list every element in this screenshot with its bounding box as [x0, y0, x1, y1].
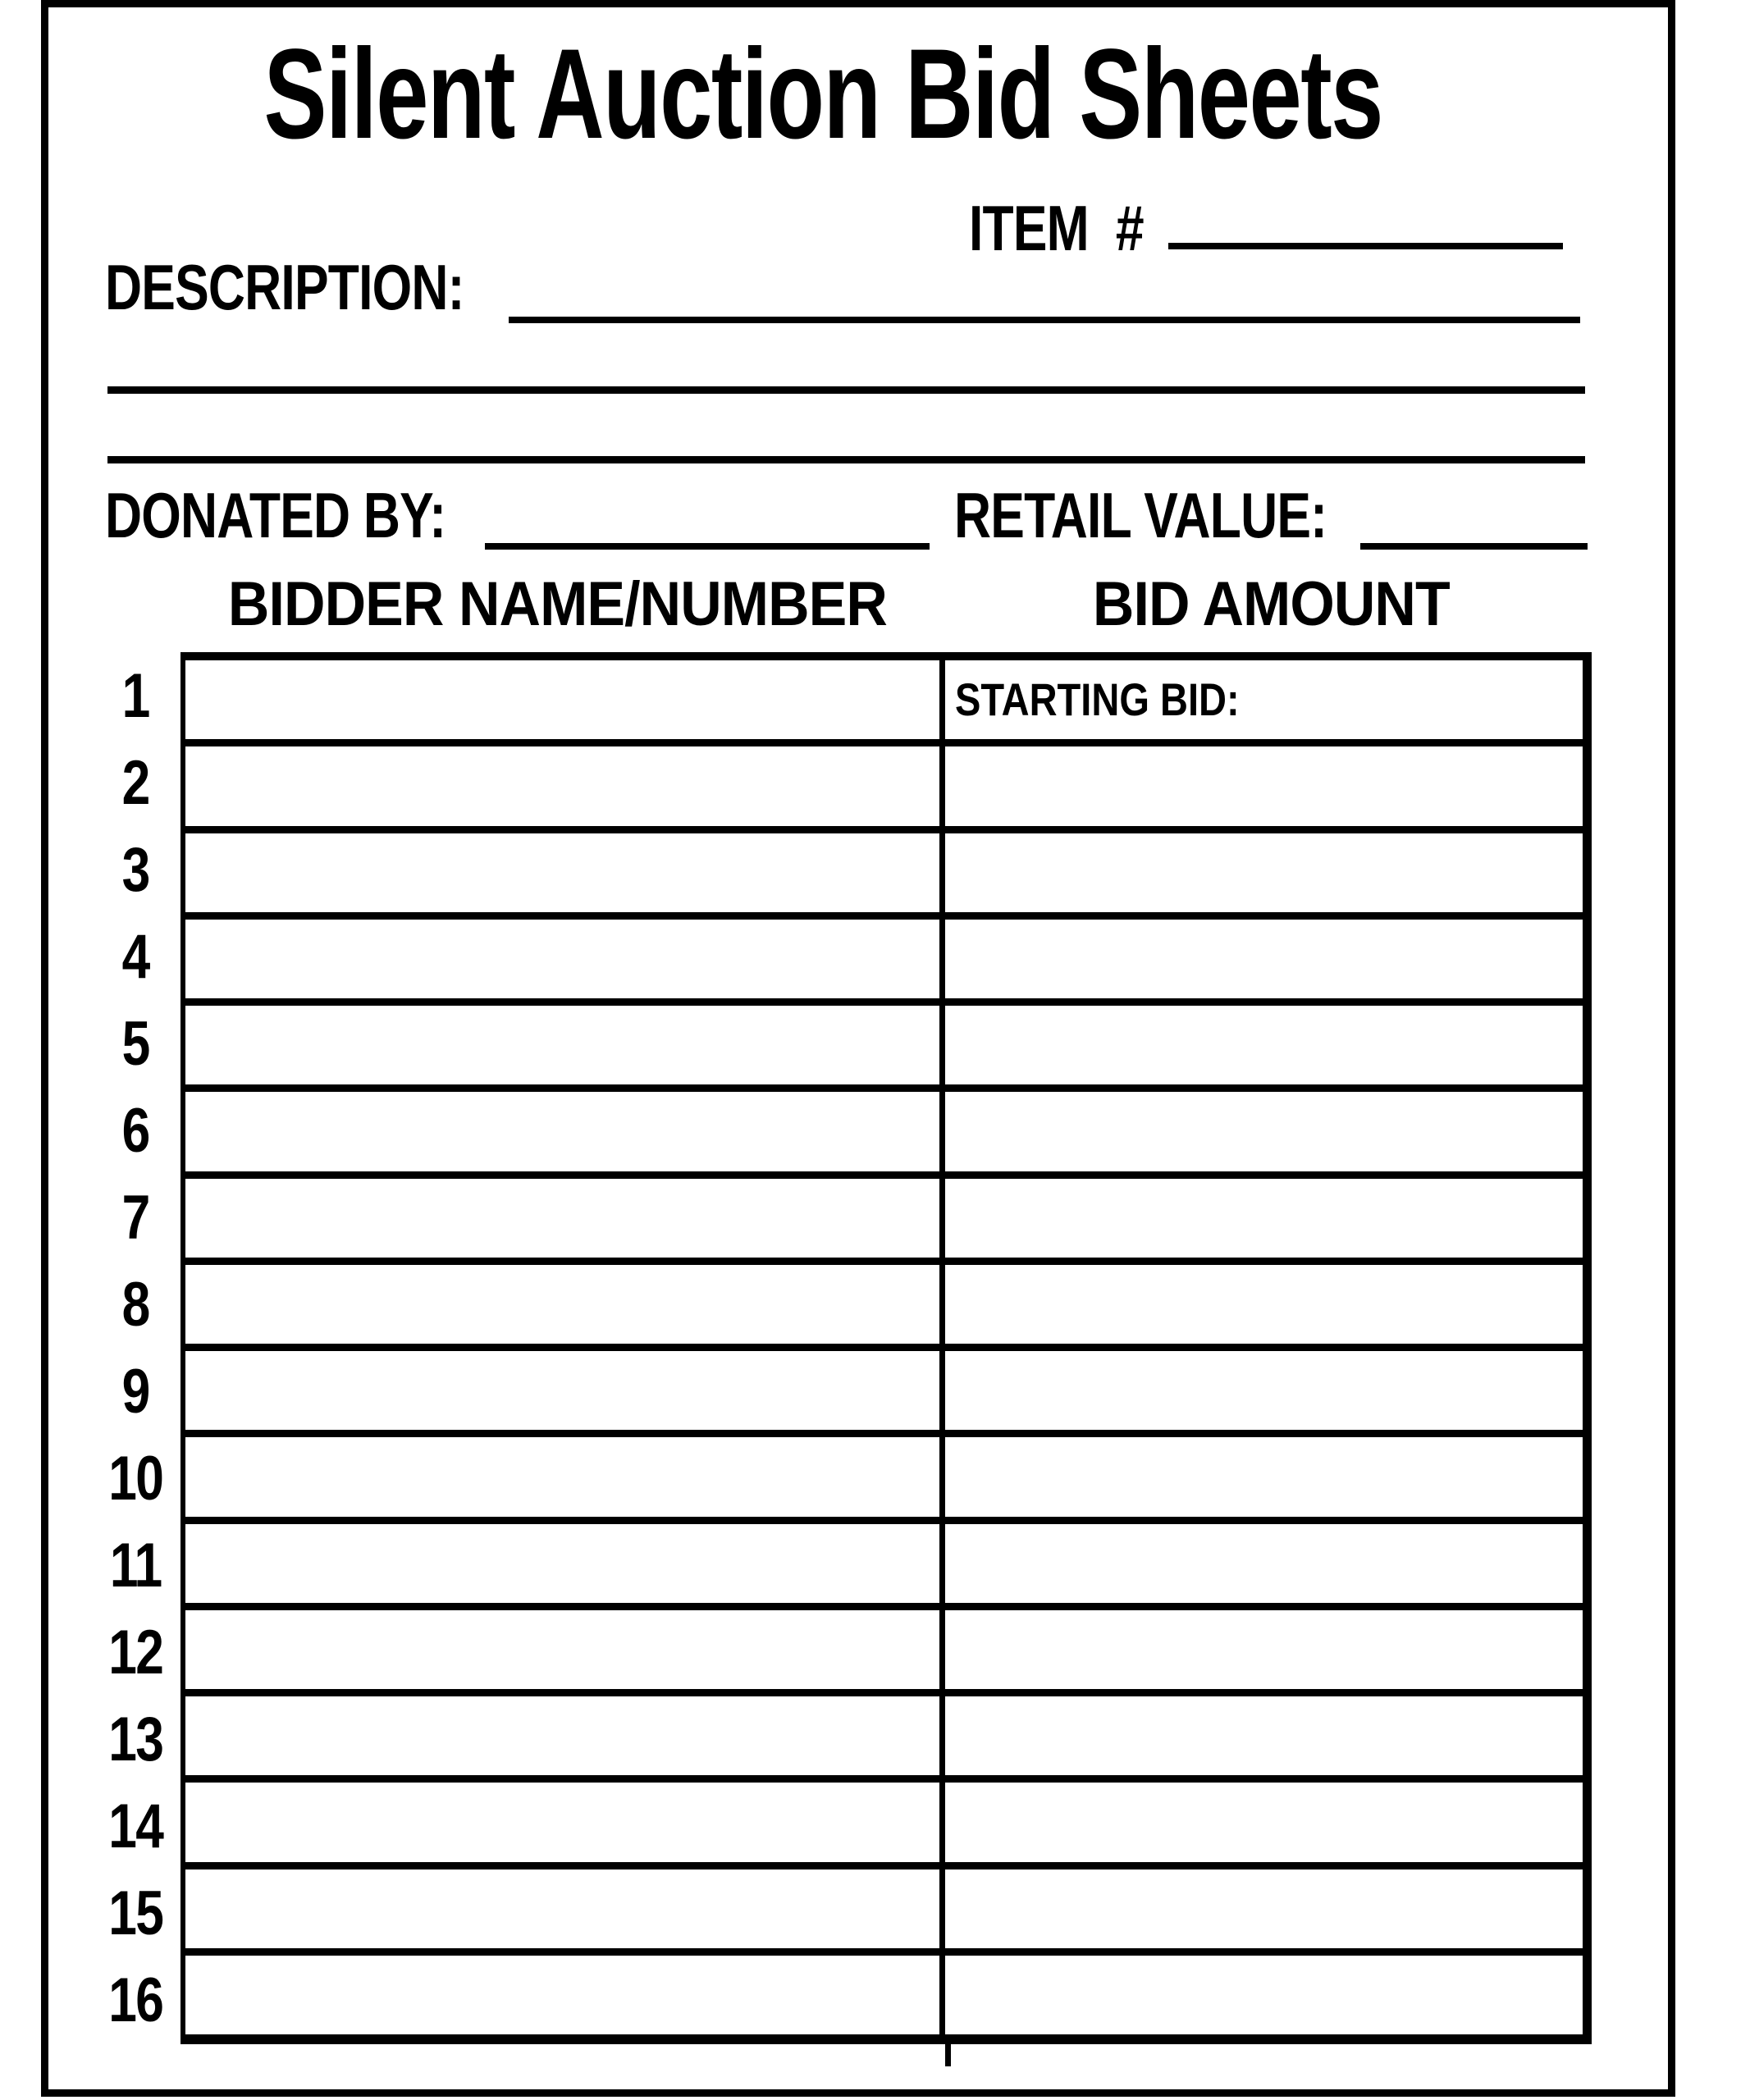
donated-by-label: DONATED BY: [105, 479, 446, 551]
description-fill-line-3[interactable] [107, 456, 1585, 463]
bid-amount-cell[interactable] [945, 660, 1583, 739]
table-row [185, 1610, 1583, 1696]
bidder-name-cell[interactable] [185, 1179, 945, 1258]
item-number-label: ITEM # [969, 192, 1144, 264]
bidder-name-cell[interactable] [185, 1696, 945, 1775]
row-number-column [94, 652, 176, 2044]
bidder-name-cell[interactable] [185, 1956, 945, 2034]
bid-amount-cell[interactable] [945, 1524, 1583, 1603]
bid-amount-cell[interactable] [945, 1179, 1583, 1258]
table-row [185, 833, 1583, 920]
row-number: 7 [121, 1182, 149, 1253]
row-number: 1 [121, 660, 149, 731]
bid-table [180, 652, 1592, 2044]
row-number: 14 [107, 1792, 163, 1862]
bid-amount-cell[interactable] [945, 1351, 1583, 1430]
table-row [185, 920, 1583, 1006]
retail-value-label: RETAIL VALUE: [954, 479, 1327, 551]
bid-amount-cell[interactable] [945, 746, 1583, 825]
row-number: 2 [121, 747, 149, 818]
starting-bid-label: STARTING BID: [955, 673, 1240, 726]
retail-value-fill-line[interactable] [1360, 543, 1588, 550]
row-number: 13 [107, 1705, 163, 1775]
bid-amount-cell[interactable] [945, 833, 1583, 912]
bidder-name-cell[interactable] [185, 1092, 945, 1171]
row-number: 4 [121, 921, 149, 992]
bidder-name-header: BIDDER NAME/NUMBER [227, 569, 887, 639]
bidder-name-cell[interactable] [185, 1610, 945, 1689]
bid-amount-cell[interactable] [945, 1783, 1583, 1861]
bid-amount-header: BID AMOUNT [1092, 569, 1450, 639]
bid-amount-cell[interactable] [945, 1265, 1583, 1344]
table-row [185, 1437, 1583, 1523]
bid-amount-cell[interactable] [945, 1092, 1583, 1171]
table-row [185, 746, 1583, 833]
bidder-name-cell[interactable] [185, 1351, 945, 1430]
item-number-fill-line[interactable] [1168, 243, 1563, 249]
description-fill-line-2[interactable] [107, 386, 1585, 394]
description-label: DESCRIPTION: [105, 251, 464, 323]
column-divider-tick [945, 2043, 951, 2066]
bidder-name-cell[interactable] [185, 660, 945, 739]
bidder-name-cell[interactable] [185, 920, 945, 998]
table-row [185, 1956, 1583, 2034]
table-row [185, 1179, 1583, 1265]
table-row [185, 1869, 1583, 1956]
page-title: Silent Auction Bid Sheets [263, 23, 1382, 166]
row-number: 12 [107, 1618, 163, 1688]
bidder-name-cell[interactable] [185, 1265, 945, 1344]
table-row [185, 660, 1583, 746]
donated-by-fill-line[interactable] [485, 543, 930, 550]
bid-amount-cell[interactable] [945, 1437, 1583, 1516]
row-number: 8 [121, 1269, 149, 1340]
table-row [185, 1006, 1583, 1092]
table-row [185, 1265, 1583, 1351]
bid-amount-cell[interactable] [945, 1696, 1583, 1775]
description-fill-line-1[interactable] [509, 317, 1580, 323]
row-number: 5 [121, 1008, 149, 1079]
table-row [185, 1524, 1583, 1610]
bid-amount-cell[interactable] [945, 920, 1583, 998]
row-number: 15 [107, 1879, 163, 1949]
bid-amount-cell[interactable] [945, 1006, 1583, 1084]
bid-amount-cell[interactable] [945, 1956, 1583, 2034]
row-number: 11 [109, 1531, 162, 1601]
bidder-name-cell[interactable] [185, 833, 945, 912]
bidder-name-cell[interactable] [185, 1437, 945, 1516]
bidder-name-cell[interactable] [185, 1783, 945, 1861]
row-number: 10 [107, 1444, 163, 1514]
row-number: 3 [121, 834, 149, 905]
bid-amount-cell[interactable] [945, 1610, 1583, 1689]
row-number: 9 [121, 1357, 149, 1427]
row-number: 6 [121, 1095, 149, 1166]
table-row [185, 1696, 1583, 1783]
bidder-name-cell[interactable] [185, 1006, 945, 1084]
bidder-name-cell[interactable] [185, 1524, 945, 1603]
table-row [185, 1351, 1583, 1437]
bid-amount-cell[interactable] [945, 1869, 1583, 1948]
bidder-name-cell[interactable] [185, 746, 945, 825]
bidder-name-cell[interactable] [185, 1869, 945, 1948]
table-row [185, 1783, 1583, 1869]
row-number: 16 [107, 1965, 163, 2036]
table-row [185, 1092, 1583, 1178]
